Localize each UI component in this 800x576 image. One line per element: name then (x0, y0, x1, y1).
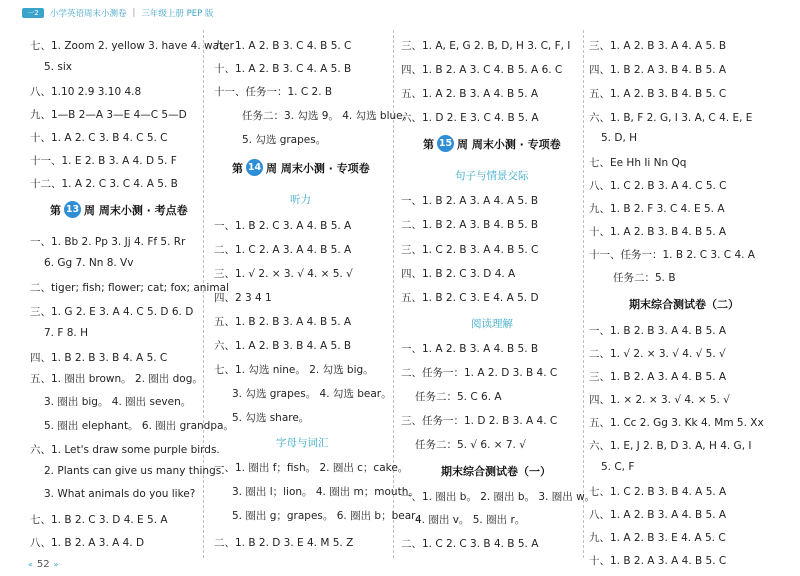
answer-line: 6. Gg 7. Nn 8. Vv (44, 257, 134, 269)
answer-line: 四、1. × 2. × 3. √ 4. × 5. √ (589, 394, 730, 406)
answer-line: 九、1—B 2—A 3—E 4—C 5—D (30, 109, 187, 121)
answer-line: 二、1. √ 2. × 3. √ 4. √ 5. √ (589, 348, 726, 360)
answer-line: 六、1. Let's draw some purple birds. (30, 444, 220, 456)
answer-line: 5. 圈出 g；grapes。 6. 圈出 b；bear。 (232, 510, 426, 522)
answer-line: 四、1. B 2. B 3. B 4. A 5. C (30, 352, 168, 364)
section-heading-week14: 第 14 周 周末小测 · 专项卷 (232, 159, 370, 176)
answer-line: 4. 圈出 v。 5. 圈出 r。 (415, 514, 526, 526)
answer-line: 四、1. B 2. A 3. C 4. B 5. A 6. C (401, 64, 563, 76)
answer-line: 三、1. √ 2. × 3. √ 4. × 5. √ (214, 268, 353, 280)
answer-line: 五、1. A 2. B 3. A 4. B 5. A (401, 88, 539, 100)
answer-line: 十一、任务一：1. C 2. B (214, 86, 333, 98)
answer-line: 3. 圈出 big。 4. 圈出 seven。 (44, 396, 192, 408)
answer-line: 一、1. B 2. A 3. A 4. A 5. B (401, 195, 539, 207)
answer-line: 六、1. A 2. B 3. B 4. A 5. B (214, 340, 352, 352)
section-heading-week13: 第 13 周 周末小测 · 考点卷 (50, 201, 188, 218)
answer-line: 七、Ee Hh Ii Nn Qq (589, 157, 687, 169)
subheading-letters-vocabulary: 字母与词汇 (276, 437, 329, 449)
answer-line: 四、2 3 4 1 (214, 292, 272, 304)
page-header (22, 6, 213, 20)
answer-line: 九、1. A 2. B 3. E 4. A 5. C (589, 532, 726, 544)
answer-line: 八、1.10 2.9 3.10 4.8 (30, 86, 142, 98)
answer-line: 任务二：5. √ 6. × 7. √ (415, 439, 526, 451)
answer-line: 3. 圈出 l；lion。 4. 圈出 m；mouth。 (232, 486, 419, 498)
subheading-sentences-dialogue: 句子与情景交际 (455, 170, 529, 182)
answer-line: 十二、1. A 2. C 3. C 4. A 5. B (30, 178, 178, 190)
header-separator: | (132, 8, 136, 18)
subheading-reading: 阅读理解 (471, 318, 513, 330)
subheading-listening: 听力 (290, 194, 311, 206)
answer-line: 一、1. B 2. C 3. A 4. B 5. A (214, 220, 352, 232)
week-number-badge: 13 (64, 201, 81, 218)
answer-line: 七、1. 勾选 nine。 2. 勾选 big。 (214, 364, 374, 376)
answer-line: 一、1. B 2. B 3. A 4. B 5. A (589, 325, 727, 337)
answer-line: 七、1. B 2. C 3. D 4. E 5. A (30, 514, 168, 526)
header-grade: 三年级上册 PEP 版 (141, 9, 214, 19)
answer-line: 三、任务一：1. D 2. B 3. A 4. C (401, 415, 558, 427)
answer-line: 二、tiger; fish; flower; cat; fox; animal (30, 282, 229, 294)
week-number-badge: 15 (437, 135, 454, 152)
answer-line: 六、1. E, J 2. B, D 3. A, H 4. G, I (589, 440, 752, 452)
answer-line: 二、1. C 2. A 3. A 4. B 5. A (214, 244, 352, 256)
answer-line: 三、1. A, E, G 2. B, D, H 3. C, F, I (401, 40, 571, 52)
answer-line: 一、1. Bb 2. Pp 3. Jj 4. Ff 5. Rr (30, 236, 186, 248)
answer-line: 二、任务一：1. A 2. D 3. B 4. C (401, 367, 558, 379)
answer-line: 七、1. C 2. B 3. B 4. A 5. A (589, 486, 727, 498)
page-footer (28, 559, 59, 570)
answer-line: 一、1. 圈出 f；fish。 2. 圈出 c；cake。 (214, 462, 409, 474)
page-number: 52 (36, 559, 50, 570)
answer-line: 四、1. B 2. A 3. B 4. B 5. A (589, 64, 727, 76)
answer-line: 任务二：3. 勾选 9。 4. 勾选 blue。 (242, 110, 414, 122)
answer-line: 十、1. A 2. B 3. B 4. B 5. A (589, 226, 727, 238)
answer-line: 5. six (44, 61, 72, 73)
answer-line: 5. 勾选 share。 (232, 412, 310, 424)
answer-line: 7. F 8. H (44, 327, 88, 339)
column-divider (583, 30, 584, 558)
week-number-badge: 14 (246, 159, 263, 176)
header-badge: 一2 (22, 8, 44, 18)
answer-line: 3. 勾选 grapes。 4. 勾选 bear。 (232, 388, 392, 400)
answer-line: 二、1. B 2. A 3. B 4. B 5. B (401, 219, 539, 231)
answer-line: 八、1. C 2. B 3. A 4. C 5. C (589, 180, 727, 192)
answer-line: 二、1. C 2. C 3. B 4. B 5. A (401, 538, 539, 550)
answer-line: 五、1. A 2. B 3. B 4. B 5. C (589, 88, 727, 100)
answer-line: 九、1. A 2. B 3. C 4. B 5. C (214, 40, 352, 52)
answer-line: 八、1. B 2. A 3. A 4. D (30, 537, 145, 549)
answer-line: 5. 勾选 grapes。 (242, 134, 327, 146)
answer-line: 九、1. B 2. F 3. C 4. E 5. A (589, 203, 725, 215)
answer-line: 任务二：5. C 6. A (415, 391, 502, 403)
answer-line: 七、1. Zoom 2. yellow 3. have 4. water (30, 40, 234, 52)
answer-line: 一、1. 圈出 b。 2. 圈出 b。 3. 圈出 w。 (401, 491, 596, 503)
answer-line: 十一、任务一：1. B 2. C 3. C 4. A (589, 249, 755, 261)
answer-line: 十一、1. E 2. B 3. A 4. D 5. F (30, 155, 177, 167)
answer-line: 五、1. B 2. B 3. A 4. B 5. A (214, 316, 352, 328)
answer-line: 5. 圈出 elephant。 6. 圈出 grandpa。 (44, 420, 234, 432)
answer-line: 任务二：5. B (613, 272, 676, 284)
section-heading-final-exam-2: 期末综合测试卷（二） (629, 298, 739, 311)
answer-line: 十、1. B 2. A 3. A 4. B 5. C (589, 555, 727, 567)
answer-line: 十、1. A 2. B 3. C 4. A 5. B (214, 63, 352, 75)
answer-line: 五、1. B 2. C 3. E 4. A 5. D (401, 292, 539, 304)
section-heading-week15: 第 15 周 周末小测 · 专项卷 (423, 135, 561, 152)
answer-line: 五、1. 圈出 brown。 2. 圈出 dog。 (30, 373, 203, 385)
answer-line: 3. What animals do you like? (44, 488, 196, 500)
answer-line: 5. D, H (601, 132, 638, 144)
section-heading-final-exam-1: 期末综合测试卷（一） (441, 465, 551, 478)
answer-line: 四、1. B 2. C 3. D 4. A (401, 268, 516, 280)
answer-line: 六、1. B, F 2. G, I 3. A, C 4. E, E (589, 112, 753, 124)
answer-line: 三、1. C 2. B 3. A 4. B 5. C (401, 244, 539, 256)
answer-line: 一、1. A 2. B 3. A 4. B 5. B (401, 343, 539, 355)
answer-line: 三、1. G 2. E 3. A 4. C 5. D 6. D (30, 306, 194, 318)
answer-line: 2. Plants can give us many things. (44, 465, 225, 477)
chevron-right-icon: » (53, 560, 59, 569)
answer-line: 二、1. B 2. D 3. E 4. M 5. Z (214, 537, 354, 549)
header-title: 小学英语周末小测卷 (50, 9, 127, 19)
chevron-left-icon: « (28, 560, 33, 569)
answer-line: 五、1. Cc 2. Gg 3. Kk 4. Mm 5. Xx (589, 417, 764, 429)
answer-line: 5. C, F (601, 461, 635, 473)
answer-line: 三、1. B 2. A 3. A 4. B 5. A (589, 371, 727, 383)
answer-line: 十、1. A 2. C 3. B 4. C 5. C (30, 132, 168, 144)
answer-line: 六、1. D 2. E 3. C 4. B 5. A (401, 112, 539, 124)
answer-line: 三、1. A 2. B 3. A 4. A 5. B (589, 40, 727, 52)
answer-line: 八、1. A 2. B 3. A 4. B 5. A (589, 509, 727, 521)
